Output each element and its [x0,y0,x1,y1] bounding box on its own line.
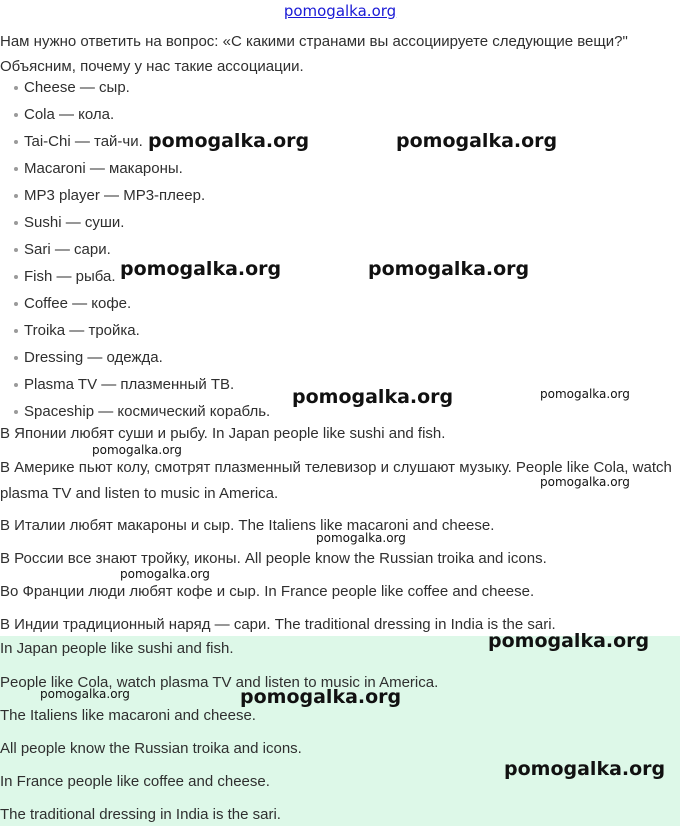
watermark: pomogalka.org [120,258,282,280]
watermark: pomogalka.org [292,386,454,408]
answer-line: The traditional dressing in India is the sari. [0,806,281,823]
list-item: Troika — тройка. [0,317,270,344]
list-item: Tai-Chi — тай-чи. [0,128,270,155]
answer-line: In France people like coffee and cheese. [0,773,270,790]
list-item: Dressing — одежда. [0,344,270,371]
watermark: pomogalka.org [368,258,530,280]
paragraph-america: В Америке пьют колу, смотрят плазменный телевизор и слушают музыку. People like Cola, watch plasma TV and listen to music in America. [0,459,672,502]
paragraph-japan: В Японии любят суши и рыбу. In Japan people like sushi and fish. [0,425,446,442]
paragraph-india: В Индии традиционный наряд — сари. The traditional dressing in India is the sari. [0,616,556,633]
answer-line: In Japan people like sushi and fish. [0,640,234,657]
watermark: pomogalka.org [504,758,666,780]
watermark: pomogalka.org [316,531,406,545]
watermark: pomogalka.org [240,686,402,708]
watermark: pomogalka.org [540,387,630,401]
list-item: Sari — сари. [0,236,270,263]
items-list [0,74,270,425]
watermark: pomogalka.org [120,567,210,581]
list-item: MP3 player — MP3-плеер. [0,182,270,209]
paragraph-france: Во Франции люди любят кофе и сыр. In France people like coffee and cheese. [0,583,535,600]
watermark: pomogalka.org [396,130,558,152]
list-item: Fish — рыба. [0,263,270,290]
intro-text: Нам нужно ответить на вопрос: «С какими странами вы ассоциируете следующие вещи?" Объясним, почему у нас такие ассоциации. [0,33,628,75]
watermark: pomogalka.org [40,687,130,701]
answer-line: The Italiens like macaroni and cheese. [0,707,256,724]
watermark: pomogalka.org [148,130,310,152]
list-item: Macaroni — макароны. [0,155,270,182]
list-item: Cola — кола. [0,101,270,128]
list-item: Coffee — кофе. [0,290,270,317]
watermark: pomogalka.org [540,475,630,489]
site-logo[interactable]: pomogalka.org [283,2,397,20]
answer-line: People like Cola, watch plasma TV and listen to music in America. [0,674,439,691]
list-item: Cheese — сыр. [0,74,270,101]
paragraph-italy: В Италии любят макароны и сыр. The Italiens like macaroni and cheese. [0,517,495,534]
answer-line: All people know the Russian troika and icons. [0,740,302,757]
answer-box [0,636,680,826]
list-item: Plasma TV — плазменный ТВ. [0,371,270,398]
list-item: Sushi — суши. [0,209,270,236]
paragraph-russia: В России все знают тройку, иконы. All people know the Russian troika and icons. [0,550,547,567]
list-item: Spaceship — космический корабль. [0,398,270,425]
watermark: pomogalka.org [92,443,182,457]
watermark: pomogalka.org [488,630,650,652]
